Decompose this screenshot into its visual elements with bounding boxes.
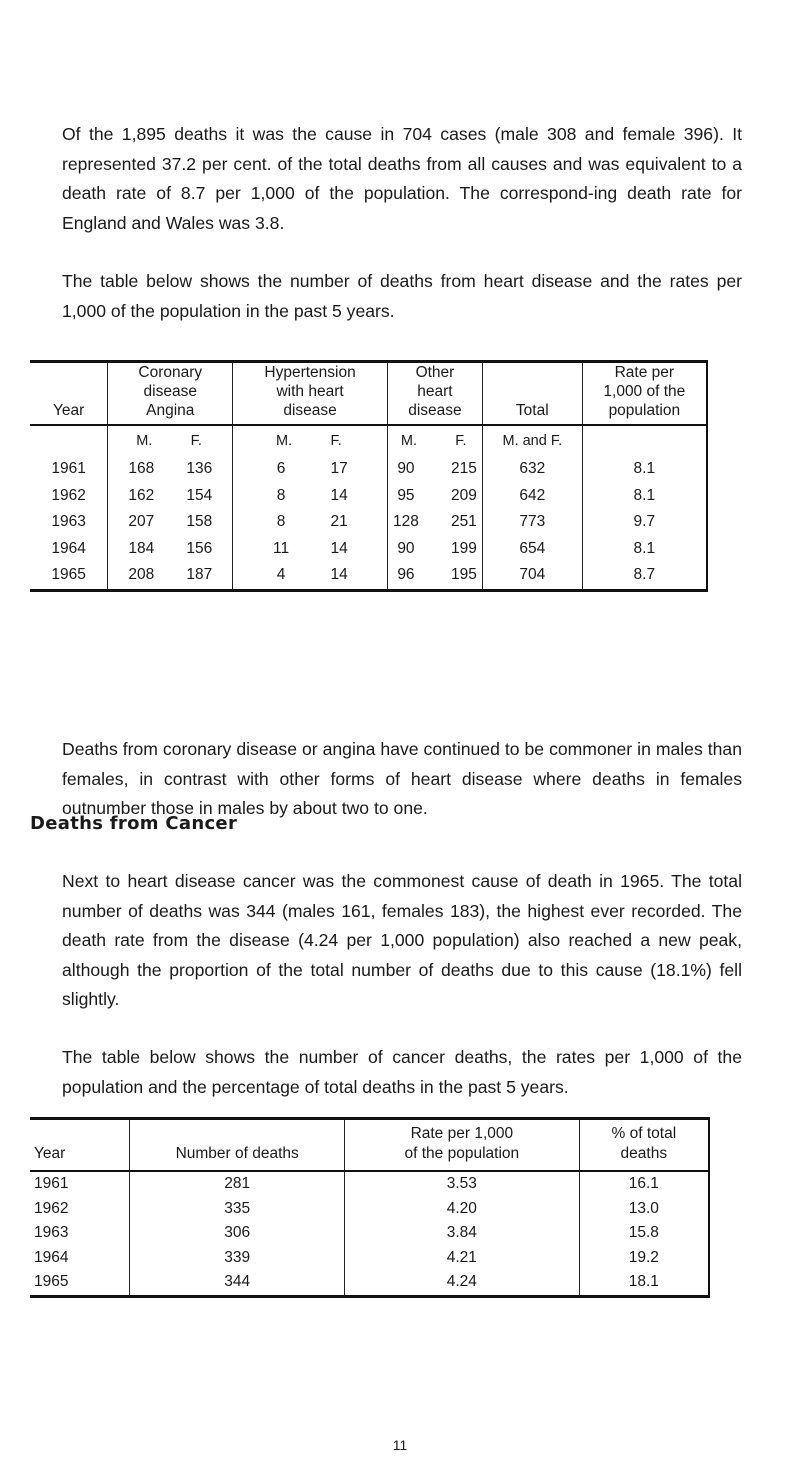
table-row [30,1270,709,1296]
heart-disease-table [30,360,708,592]
cell-hypertension: 4 14 [233,562,388,590]
section-heading-cancer: Deaths from Cancer [30,813,238,834]
cell-hypertension: 8 14 [233,483,388,510]
cell-other-heart: 90 199 [387,536,482,563]
paragraph-coronary-commentary: Deaths from coronary disease or angina have continued to be commoner in males than females, in contrast with other forms of heart disease where deaths in females outnumber those in males by about two to one. [62,739,742,818]
cell-total: 642 [482,483,582,510]
cell-deaths: 335 [130,1197,345,1222]
header-total: Total [482,362,582,426]
table-row [30,509,707,536]
header-coronary: Coronary disease Angina [108,362,233,426]
cell-coronary: 162 154 [108,483,233,510]
cell-total: 773 [482,509,582,536]
paragraph-heart-table-intro: The table below shows the number of deaths from heart disease and the rates per 1,000 of the population in the past 5 years. [62,271,742,321]
table-row [30,536,707,563]
header-year: Year [30,362,108,426]
cell-hypertension: 6 17 [233,456,388,483]
header-other-heart: Other heart disease [387,362,482,426]
header-percent-total: % of total deaths [579,1119,709,1172]
cell-deaths: 339 [130,1246,345,1271]
paragraph-heart-deaths: Of the 1,895 deaths it was the cause in 704 cases (male 308 and female 396). It represented 37.2 per cent. of the total deaths from all causes and was equivalent to a death rate of 8.7 per 1,000 of the population. The correspond-ing death rate for England and Wales was 3.8. [62,124,742,233]
cell-percent: 15.8 [579,1221,709,1246]
cell-coronary: 208 187 [108,562,233,590]
cell-percent: 18.1 [579,1270,709,1296]
cell-rate: 8.1 [582,483,707,510]
cell-deaths: 344 [130,1270,345,1296]
cell-total: 704 [482,562,582,590]
cell-rate: 8.7 [582,562,707,590]
cell-year: 1964 [51,539,86,557]
cell-rate: 8.1 [582,456,707,483]
header-year: Year [30,1119,130,1172]
table-row [30,1221,709,1246]
cell-other-heart: 128 251 [387,509,482,536]
cell-hypertension: 8 21 [233,509,388,536]
table-header-row [30,362,707,426]
cell-deaths: 306 [130,1221,345,1246]
cell-rate: 3.53 [345,1171,580,1197]
cell-percent: 16.1 [579,1171,709,1197]
cell-coronary: 207 158 [108,509,233,536]
cell-percent: 19.2 [579,1246,709,1271]
cell-year: 1965 [51,566,86,584]
header-number-of-deaths: Number of deaths [130,1119,345,1172]
cell-rate: 3.84 [345,1221,580,1246]
table-row [30,1246,709,1271]
cell-year: 1963 [51,513,86,531]
cell-coronary: 184 156 [108,536,233,563]
cell-hypertension: 11 14 [233,536,388,563]
table-header-row [30,1119,709,1172]
cell-rate: 4.21 [345,1246,580,1271]
table-row [30,1197,709,1222]
cell-rate: 4.20 [345,1197,580,1222]
table-row [30,562,707,590]
table-row [30,1171,709,1197]
cell-total: 654 [482,536,582,563]
cell-rate: 8.1 [582,536,707,563]
cell-deaths: 281 [130,1171,345,1197]
cell-year: 1963 [34,1224,69,1242]
cell-other-heart: 90 215 [387,456,482,483]
cell-year: 1962 [51,486,86,504]
cell-year: 1962 [34,1199,69,1217]
cell-year: 1961 [34,1175,69,1193]
header-hypertension: Hypertension with heart disease [233,362,388,426]
table-row [30,456,707,483]
header-rate: Rate per 1,000 of the population [345,1119,580,1172]
cell-rate: 9.7 [582,509,707,536]
paragraph-cancer-deaths: Next to heart disease cancer was the commonest cause of death in 1965. The total number of deaths was 344 (males 161, females 183), the highest ever recorded. The death rate from the disease (4.24 per 1,000 population) also reached a new peak, although the proportion of the total number of deaths due to this cause (18.1%) fell slightly. [62,871,742,1009]
cancer-deaths-table [30,1117,710,1298]
table-subheader-row: M. F. M. F. M. F. M. and F. [30,425,707,456]
cell-year: 1961 [51,460,86,478]
paragraph-cancer-table-intro: The table below shows the number of cancer deaths, the rates per 1,000 of the population and the percentage of total deaths in the past 5 years. [62,1047,742,1097]
cell-other-heart: 95 209 [387,483,482,510]
page-number: 11 [392,1437,408,1453]
cell-year: 1964 [34,1248,69,1266]
table-row [30,483,707,510]
cell-coronary: 168 136 [108,456,233,483]
cell-rate: 4.24 [345,1270,580,1296]
cell-total: 632 [482,456,582,483]
header-rate: Rate per 1,000 of the population [582,362,707,426]
cell-other-heart: 96 195 [387,562,482,590]
cell-year: 1965 [34,1273,69,1291]
cell-percent: 13.0 [579,1197,709,1222]
